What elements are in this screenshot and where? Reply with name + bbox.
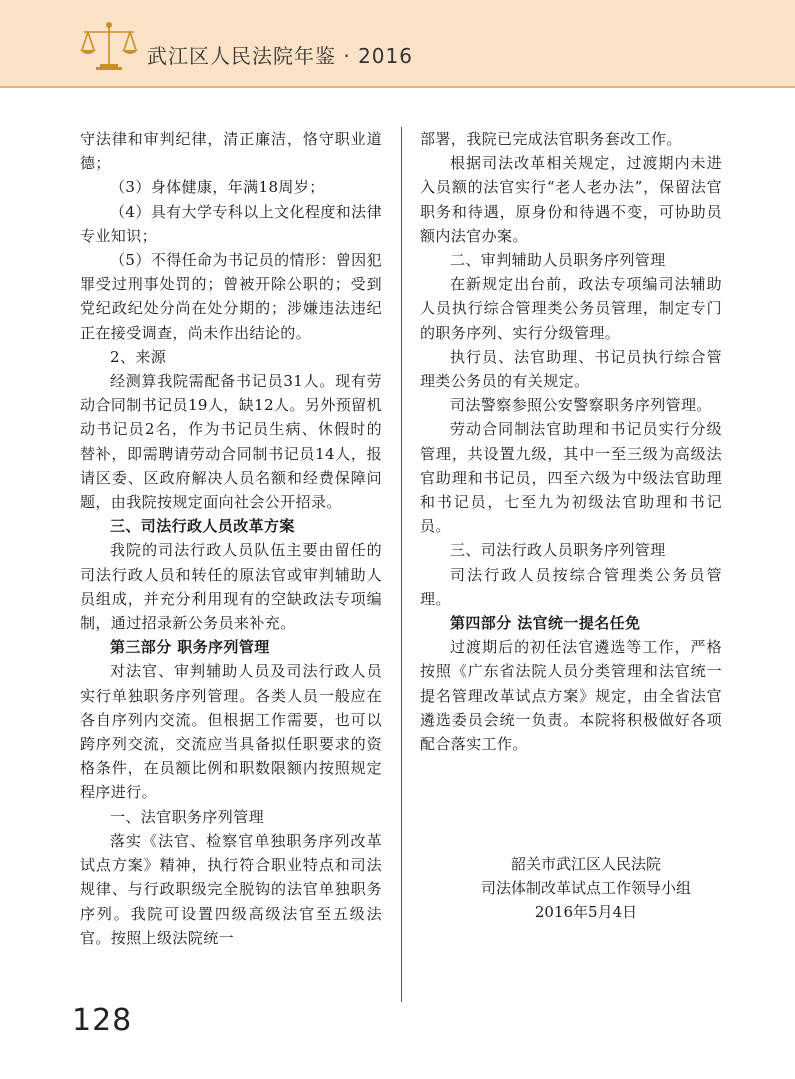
paragraph: （5）不得任命为书记员的情形：曾因犯罪受过刑事处罚的；曾被开除公职的；受到党纪政纪处分尚在处分期的；涉嫌违法违纪正在接受调查，尚未作出结论的。 [80, 251, 382, 342]
paragraph: 根据司法改革相关规定，过渡期内未进入员额的法官实行“老人老办法”，保留法官职务和待遇，原身份和待遇不变，可协助员额内法官办案。 [420, 154, 722, 245]
signature-group: 司法体制改革试点工作领导小组 [480, 879, 691, 898]
right-text-column [420, 127, 722, 756]
paragraph: 一、法官职务序列管理 [110, 807, 265, 826]
section-heading: 第三部分 职务序列管理 [110, 638, 270, 657]
paragraph: 三、司法行政人员职务序列管理 [450, 541, 666, 560]
paragraph: 在新规定出台前，政法专项编司法辅助人员执行综合管理类公务员管理，制定专门的职务序列、实行分级管理。 [420, 275, 722, 342]
paragraph: 落实《法官、检察官单独职务序列改革试点方案》精神，执行符合职业特点和司法规律、与行政职级完全脱钩的法官单独职务序列。我院可设置四级高级法官至五级法官。按照上级法院统一 [80, 831, 382, 947]
signature-organization: 韶关市武江区人民法院 [510, 855, 661, 873]
paragraph: 二、审判辅助人员职务序列管理 [450, 251, 666, 270]
paragraph: 2、来源 [110, 347, 167, 366]
left-text-column [80, 127, 382, 950]
column-divider [401, 127, 402, 1002]
paragraph: 司法警察参照公安警察职务序列管理。 [450, 396, 712, 415]
paragraph: 经测算我院需配备书记员31人。现有劳动合同制书记员19人，缺12人。另外预留机动书记员2名，作为书记员生病、休假时的替补，即需聘请劳动合同制书记员14人，报请区委、区政府解决人员名额和经费保障问题，由我院按规定面向社会公开招录。 [80, 372, 382, 512]
paragraph: 部署，我院已完成法官职务套改工作。 [420, 130, 682, 148]
paragraph: 司法行政人员按综合管理类公务员管理。 [420, 565, 722, 608]
page-number: 128 [72, 1003, 133, 1038]
paragraph: 劳动合同制法官助理和书记员实行分级管理，共设置九级，其中一至三级为高级法官助理和书记员，四至六级为中级法官助理和书记员，七至九为初级法官助理和书记员。 [420, 420, 722, 536]
paragraph: 执行员、法官助理、书记员执行综合管理类公务员的有关规定。 [420, 347, 722, 391]
paragraph: 守法律和审判纪律，清正廉洁，恪守职业道德； [80, 130, 382, 173]
paragraph: 过渡期后的初任法官遴选等工作，严格按照《广东省法院人员分类管理和法官统一提名管理改革试点方案》规定，由全省法官遴选委员会统一负责。本院将积极做好各项配合落实工作。 [420, 638, 722, 754]
page-header-title: 武江区人民法院年鉴 · 2016 [147, 44, 413, 68]
paragraph: （3）身体健康，年满18周岁； [110, 178, 325, 197]
paragraph: 我院的司法行政人员队伍主要由留任的司法行政人员和转任的原法官或审判辅助人员组成，并充分利用现有的空缺政法专项编制，通过招录新公务员来补充。 [80, 541, 382, 633]
header-rule [0, 86, 795, 88]
section-heading: 第四部分 法官统一提名任免 [450, 614, 641, 633]
signature-block [420, 852, 722, 925]
scales-of-justice-icon [78, 20, 140, 72]
paragraph: 对法官、审判辅助人员及司法行政人员实行单独职务序列管理。各类人员一般应在各自序列内交流。但根据工作需要，也可以跨序列交流，交流应当具备拟任职要求的资格条件，在员额比例和职数限额内按照规定程序进行。 [80, 662, 382, 802]
paragraph: （4）具有大学专科以上文化程度和法律专业知识； [80, 202, 382, 245]
signature-date: 2016年5月4日 [534, 903, 638, 922]
section-heading: 三、司法行政人员改革方案 [110, 517, 295, 536]
